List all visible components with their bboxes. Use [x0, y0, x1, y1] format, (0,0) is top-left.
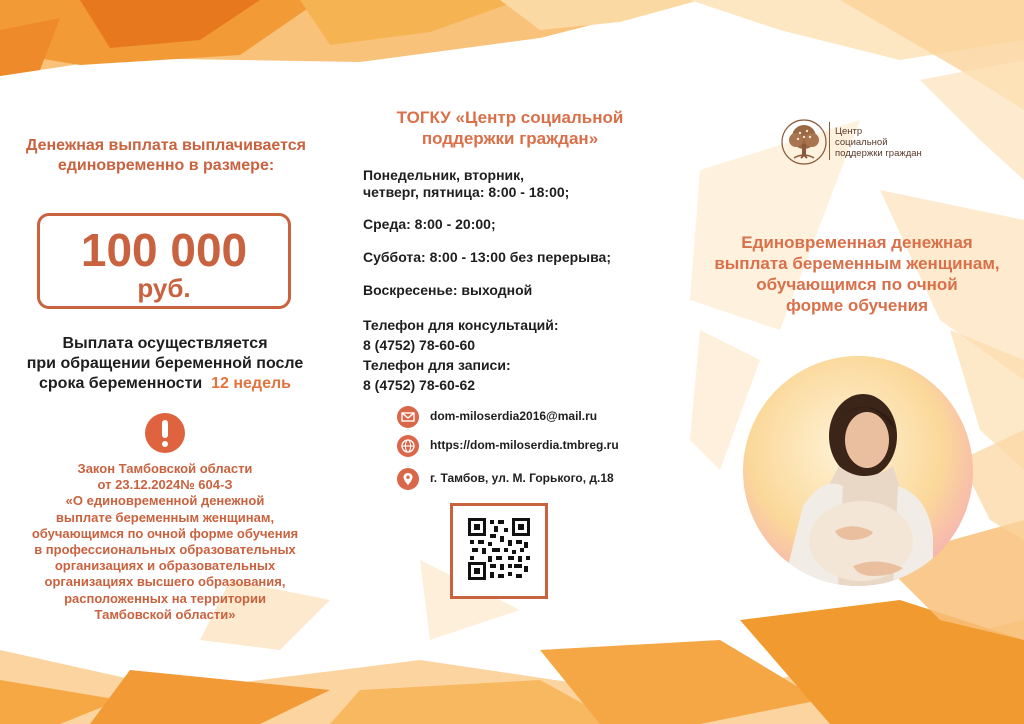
law-line: в профессиональных образовательных — [34, 542, 296, 558]
schedule-line: четверг, пятница: 8:00 - 18:00; — [363, 184, 570, 200]
phone-consult-label: Телефон для консультаций: — [363, 317, 559, 333]
logo-text-line: поддержки граждан — [835, 148, 922, 159]
condition-line: Выплата осуществляется — [62, 335, 268, 352]
exclamation-icon — [145, 413, 185, 453]
schedule-sunday: Воскресенье: выходной — [363, 282, 533, 298]
org-title-line: поддержки граждан» — [421, 129, 599, 148]
law-line: организациях и образовательных — [54, 558, 276, 574]
qr-code[interactable] — [468, 518, 530, 580]
left-panel — [0, 0, 340, 724]
promo-line: форме обучения — [785, 296, 929, 315]
website-link[interactable]: https://dom-miloserdia.tmbreg.ru — [430, 438, 619, 452]
globe-icon — [397, 435, 419, 457]
schedule-line: Понедельник, вторник, — [363, 167, 525, 183]
phone-record-label: Телефон для записи: — [363, 357, 511, 373]
payment-intro-line: Денежная выплата выплачивается — [26, 137, 306, 154]
weeks-value: 12 недель — [211, 375, 291, 392]
qr-code-frame[interactable] — [450, 503, 548, 599]
promo-title — [690, 232, 1024, 316]
address-text: г. Тамбов, ул. М. Горького, д.18 — [430, 471, 614, 485]
law-line: от 23.12.2024№ 604-З — [97, 477, 233, 493]
middle-panel — [345, 0, 685, 724]
org-title-line: ТОГКУ «Центр социальной — [396, 108, 624, 127]
payment-intro — [0, 136, 332, 176]
location-pin-icon — [397, 468, 419, 490]
law-line: Тамбовской области» — [94, 606, 236, 622]
right-panel — [690, 0, 1024, 724]
payment-intro-line: единовременно в размере: — [57, 157, 275, 174]
logo-text-line: социальной — [835, 137, 888, 148]
phone-record[interactable]: 8 (4752) 78-60-62 — [363, 377, 476, 393]
law-line: Закон Тамбовской области — [77, 461, 253, 476]
mail-icon — [397, 406, 419, 428]
condition-line: при обращении беременной после — [26, 355, 304, 372]
logo-text — [835, 126, 922, 159]
phones-block — [363, 315, 559, 395]
logo-text-line: Центр — [835, 126, 863, 137]
amount-box — [37, 213, 291, 309]
tree-logo-icon — [780, 118, 828, 166]
logo-divider — [829, 122, 830, 160]
law-line: выплате беременным женщинам, — [55, 509, 275, 525]
email-link[interactable]: dom-miloserdia2016@mail.ru — [430, 409, 598, 423]
payment-currency: руб. — [137, 273, 191, 303]
pregnant-woman-photo — [743, 356, 973, 586]
law-line: обучающимся по очной форме обучения — [31, 525, 299, 541]
schedule-saturday: Суббота: 8:00 - 13:00 без перерыва; — [363, 249, 611, 265]
promo-line: выплата беременным женщинам, — [714, 254, 1000, 273]
schedule-wednesday: Среда: 8:00 - 20:00; — [363, 216, 496, 232]
law-reference — [0, 461, 330, 623]
schedule-weekdays — [363, 167, 569, 201]
law-line: «О единовременной денежной — [65, 493, 265, 509]
promo-line: обучающимся по очной — [756, 275, 958, 294]
condition-line-3 — [0, 374, 330, 394]
payment-amount: 100 000 — [80, 224, 248, 276]
promo-line: Единовременная денежная — [741, 233, 973, 252]
law-line: организациях высшего образования, — [44, 574, 286, 590]
organization-title — [345, 107, 675, 149]
law-line: расположенных на территории — [64, 590, 266, 606]
payment-condition — [0, 334, 330, 394]
condition-text: срока беременности — [39, 375, 203, 392]
phone-consult[interactable]: 8 (4752) 78-60-60 — [363, 337, 476, 353]
